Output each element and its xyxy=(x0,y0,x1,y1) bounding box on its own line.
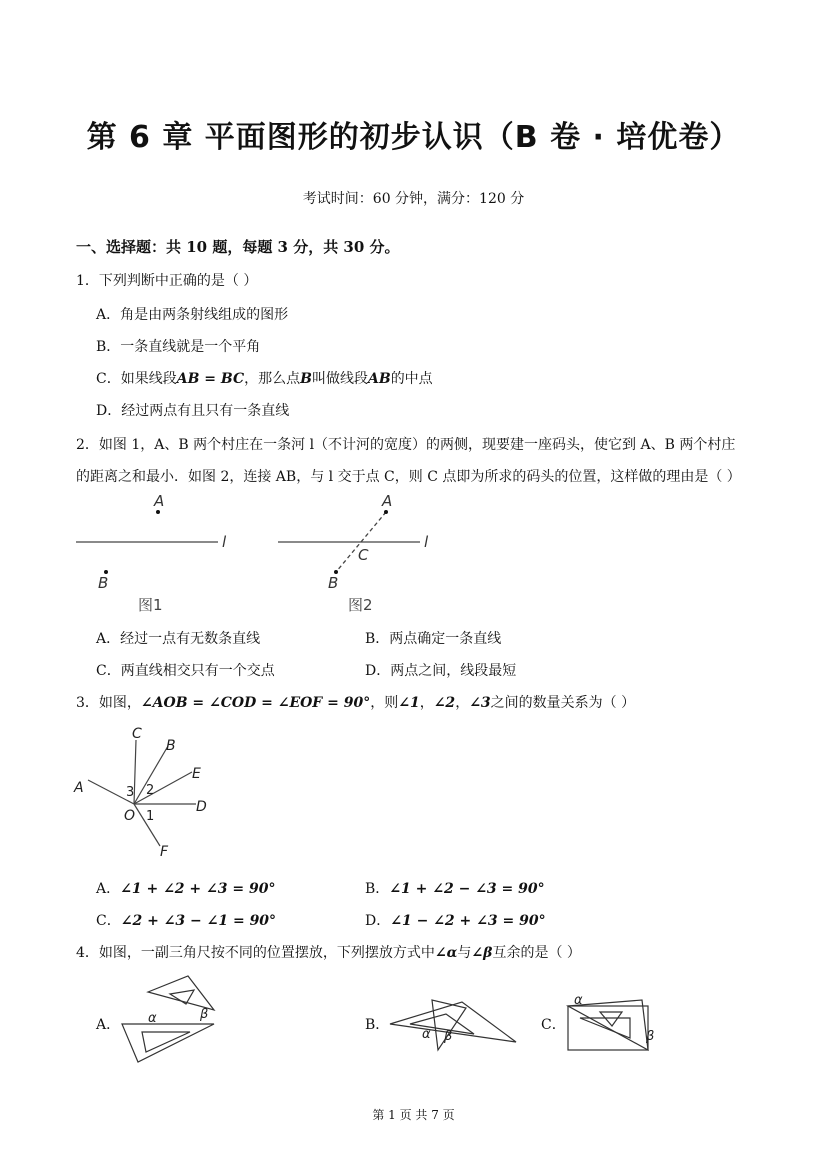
q4-a-triangle-bottom xyxy=(122,1024,214,1062)
q4-a-triangle-bottom-inner xyxy=(142,1032,190,1052)
q3-stem-equation: ∠AOB = ∠COD = ∠EOF = 90° xyxy=(140,695,371,711)
section-header: 一、选择题：共 10 题，每题 3 分，共 30 分。 xyxy=(76,238,400,256)
q3-label-c: C xyxy=(132,726,142,742)
q2-fig2-point-a xyxy=(384,510,388,514)
q3-label-b: B xyxy=(166,738,176,754)
q4-option-c-label: C． xyxy=(541,1017,566,1033)
q3-option-d-label: D． xyxy=(365,913,391,929)
q1-option-c-equation: AB = BC xyxy=(176,371,245,387)
q2-option-a: A．经过一点有无数条直线 xyxy=(96,631,261,647)
q3-option-b-expr: ∠1 + ∠2 − ∠3 = 90° xyxy=(389,881,545,897)
q2-fig2-label-l: l xyxy=(424,533,429,551)
q3-label-f: F xyxy=(160,844,169,860)
q3-label-d: D xyxy=(196,799,207,815)
q3-option-b-label: B． xyxy=(365,881,390,897)
q2-option-c: C．两直线相交只有一个交点 xyxy=(96,663,275,679)
q1-option-c-prefix: C．如果线段 xyxy=(96,371,177,387)
q2-option-b: B．两点确定一条直线 xyxy=(365,631,502,647)
q3-stem-mid: ，则 xyxy=(370,695,399,711)
q3-angle-3: ∠3 xyxy=(469,695,491,711)
q3-ray-oc xyxy=(134,740,136,804)
q4-a-triangle-top-inner xyxy=(170,990,194,1004)
q3-label-e: E xyxy=(192,766,201,782)
q2-fig1-label-l: l xyxy=(222,533,227,551)
q1-option-c xyxy=(96,368,433,388)
q4-b-triangle-1 xyxy=(390,1002,516,1042)
q1-option-b: B．一条直线就是一个平角 xyxy=(96,339,261,355)
q3-option-c-expr: ∠2 + ∠3 − ∠1 = 90° xyxy=(120,913,277,929)
q4-stem-prefix: 4．如图，一副三角尺按不同的位置摆放，下列摆放方式中 xyxy=(76,945,435,961)
q3-angle-2: ∠2 xyxy=(433,695,456,711)
q2-fig2-label-b: B xyxy=(328,574,339,592)
q4-figure-a xyxy=(118,972,228,1072)
q3-option-a-expr: ∠1 + ∠2 + ∠3 = 90° xyxy=(120,881,276,897)
q4-figure-c xyxy=(560,990,670,1060)
q2-fig1-label-a: A xyxy=(154,492,165,510)
q2-figure-2 xyxy=(278,492,429,614)
q3-label-2: 2 xyxy=(146,783,155,798)
q4-b-alpha: α xyxy=(422,1027,431,1042)
q1-option-c-mid: ，那么点 xyxy=(244,371,301,387)
q4-c-alpha: α xyxy=(574,993,583,1008)
q3-sep-2: ， xyxy=(455,695,470,711)
q3-option-a xyxy=(96,878,275,898)
exam-info: 考试时间：60 分钟，满分：120 分 xyxy=(302,191,525,207)
q2-fig2-label-a: A xyxy=(382,492,393,510)
q3-option-c-label: C． xyxy=(96,913,121,929)
q1-option-d: D．经过两点有且只有一条直线 xyxy=(96,403,290,419)
q4-c-triangle-2-inner xyxy=(600,1012,622,1026)
q2-fig1-point-a xyxy=(156,510,160,514)
q1-stem: 1．下列判断中正确的是（ ） xyxy=(76,273,258,289)
q3-figure xyxy=(70,722,230,862)
q2-fig1-label-b: B xyxy=(98,574,109,592)
q3-option-c xyxy=(96,910,276,930)
q4-c-triangle-1-inner xyxy=(580,1018,630,1038)
q4-c-beta: β xyxy=(646,1029,655,1044)
q4-angle-beta: ∠β xyxy=(471,945,493,961)
q2-fig2-caption: 图2 xyxy=(348,596,373,614)
q4-option-b-label: B． xyxy=(365,1017,390,1033)
q2-option-d: D．两点之间，线段最短 xyxy=(365,663,517,679)
q1-option-c-point: B xyxy=(300,371,312,387)
q3-label-3: 3 xyxy=(126,785,135,800)
q2-fig1-caption: 图1 xyxy=(138,596,163,614)
q1-option-c-segment: AB xyxy=(367,371,391,387)
page-footer: 第 1 页 共 7 页 xyxy=(372,1108,455,1122)
q3-option-a-label: A． xyxy=(96,881,121,897)
q3-stem-suffix: 之间的数量关系为（ ） xyxy=(490,695,636,711)
q3-option-b xyxy=(365,878,545,898)
q3-sep-1: ， xyxy=(419,695,434,711)
q4-stem-suffix: 互余的是（ ） xyxy=(492,945,581,961)
q3-label-a: A xyxy=(74,780,84,796)
q2-figures xyxy=(70,490,450,620)
q2-figure-1 xyxy=(76,492,227,614)
q3-label-o: O xyxy=(124,808,136,824)
page-title: 第 6 章 平面图形的初步认识（B 卷 · 培优卷） xyxy=(86,120,741,155)
q1-option-c-mid2: 叫做线段 xyxy=(311,371,368,387)
q4-option-a-label: A． xyxy=(96,1017,121,1033)
q1-option-c-suffix: 的中点 xyxy=(390,371,433,387)
q2-stem-line2: 的距离之和最小．如图 2，连接 AB，与 l 交于点 C，则 C 点即为所求的码头的位置，这样做的理由是（ ） xyxy=(76,469,741,485)
q4-a-triangle-top xyxy=(148,976,214,1010)
q1-option-a: A．角是由两条射线组成的图形 xyxy=(96,307,289,323)
q2-fig2-label-c: C xyxy=(358,546,369,564)
q4-a-alpha: α xyxy=(148,1011,157,1026)
q3-stem xyxy=(76,692,635,712)
q4-b-beta: β xyxy=(444,1029,453,1044)
q3-label-1: 1 xyxy=(146,809,155,824)
q3-option-d-expr: ∠1 − ∠2 + ∠3 = 90° xyxy=(390,913,546,929)
q4-a-beta: β xyxy=(200,1007,209,1022)
q4-stem xyxy=(76,942,581,962)
q3-angle-1: ∠1 xyxy=(398,695,420,711)
q2-stem-line1: 2．如图 1，A、B 两个村庄在一条河 l（不计河的宽度）的两侧，现要建一座码头，使它到 A、B 两个村庄 xyxy=(76,437,736,453)
q3-stem-prefix: 3．如图， xyxy=(76,695,141,711)
q4-stem-mid: 与 xyxy=(457,945,472,961)
q4-angle-alpha: ∠α xyxy=(434,945,458,961)
q3-option-d xyxy=(365,910,546,930)
q4-figure-b xyxy=(386,994,522,1054)
